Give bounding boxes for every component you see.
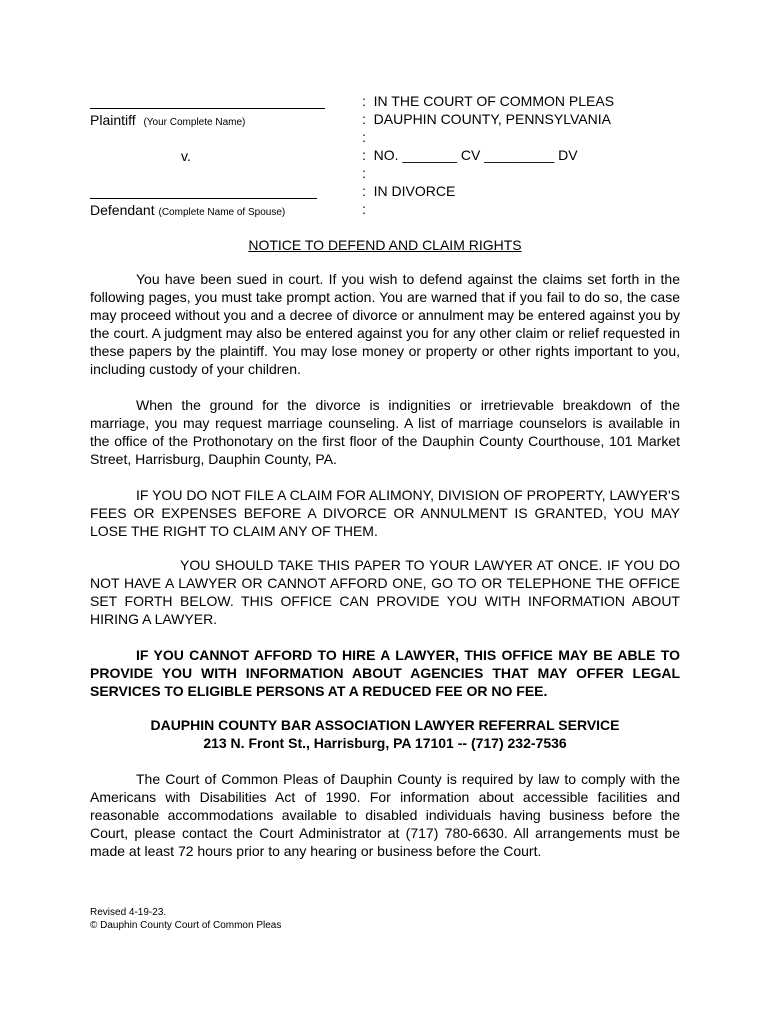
plaintiff-hint: (Your Complete Name) — [143, 117, 246, 128]
referral-service-name: DAUPHIN COUNTY BAR ASSOCIATION LAWYER REFERRAL SERVICE — [150, 717, 620, 733]
court-caption — [362, 92, 662, 218]
paragraph-counseling — [90, 396, 680, 468]
notice-title: NOTICE TO DEFEND AND CLAIM RIGHTS — [248, 237, 522, 253]
paragraph-text: When the ground for the divorce is indignities or irretrievable breakdown of the marriage, you may request marriage counseling. A list of marriage counselors is available in the office of the Prothonotary on the first floor of the Dauphin County Courthouse, 101 Market Street, Harrisburg, Dauphin County, PA. — [90, 397, 680, 467]
paragraph-ada — [90, 770, 680, 860]
paragraph-text: You have been sued in court. If you wish to defend against the claims set forth in the following pages, you must take prompt action. You are warned that if you fail to do so, the case may proceed without you and a decree of divorce or annulment may be entered against you by the court. A judgment may also be entered against you for any other claim or relief requested in these papers by the plaintiff. You may lose money or property or other rights important to you, including custody of your children. — [90, 271, 680, 377]
revision-note: Revised 4-19-23. — [90, 907, 167, 918]
plaintiff-label: Plaintiff — [90, 112, 136, 128]
defendant-hint: (Complete Name of Spouse) — [158, 207, 286, 218]
paragraph-text: IF YOU CANNOT AFFORD TO HIRE A LAWYER, THIS OFFICE MAY BE ABLE TO PROVIDE YOU WITH INFORMATION ABOUT AGENCIES THAT MAY OFFER LEGAL SERVICES TO ELIGIBLE PERSONS AT A REDUCED FEE OR NO FEE. — [90, 647, 680, 699]
plaintiff-signature-line — [90, 108, 325, 109]
plaintiff-label-row — [90, 111, 245, 132]
caption-line: : — [362, 165, 366, 181]
defendant-label-row — [90, 201, 285, 222]
caption-line: : IN THE COURT OF COMMON PLEAS — [362, 93, 615, 109]
paragraph-sued — [90, 270, 680, 378]
paragraph-text: YOU SHOULD TAKE THIS PAPER TO YOUR LAWYER AT ONCE. IF YOU DO NOT HAVE A LAWYER OR CANNOT AFFORD ONE, GO TO OR TELEPHONE THE OFFICE SET FORTH BELOW. THIS OFFICE CAN PROVIDE YOU WITH INFORMATION ABOUT HIRING A LAWYER. — [90, 557, 680, 627]
versus-label: v. — [181, 148, 191, 164]
copyright-note: © Dauphin County Court of Common Pleas — [90, 920, 282, 931]
caption-line: : NO. _______ CV _________ DV — [362, 147, 578, 163]
referral-service-address: 213 N. Front St., Harrisburg, PA 17101 -- (717) 232-7536 — [203, 735, 567, 751]
defendant-label: Defendant — [90, 202, 155, 218]
paragraph-text: The Court of Common Pleas of Dauphin County is required by law to comply with the Americans with Disabilities Act of 1990. For information about accessible facilities and reasonable accommodations available to disabled individuals having business before the Court, please contact the Court Administrator at (717) 780-6630. All arrangements must be made at least 72 hours prior to any hearing or business before the Court. — [90, 771, 680, 859]
caption-line: : DAUPHIN COUNTY, PENNSYLVANIA — [362, 111, 611, 127]
paragraph-alimony — [90, 486, 680, 540]
paragraph-cannot-afford — [90, 646, 680, 700]
caption-line: : — [362, 129, 366, 145]
caption-line: : IN DIVORCE — [362, 183, 456, 199]
paragraph-lawyer — [90, 556, 680, 628]
defendant-signature-line — [90, 198, 317, 199]
caption-line: : — [362, 201, 366, 217]
paragraph-text: IF YOU DO NOT FILE A CLAIM FOR ALIMONY, DIVISION OF PROPERTY, LAWYER'S FEES OR EXPENSES BEFORE A DIVORCE OR ANNULMENT IS GRANTED, YOU MAY LOSE THE RIGHT TO CLAIM ANY OF THEM. — [90, 487, 680, 539]
